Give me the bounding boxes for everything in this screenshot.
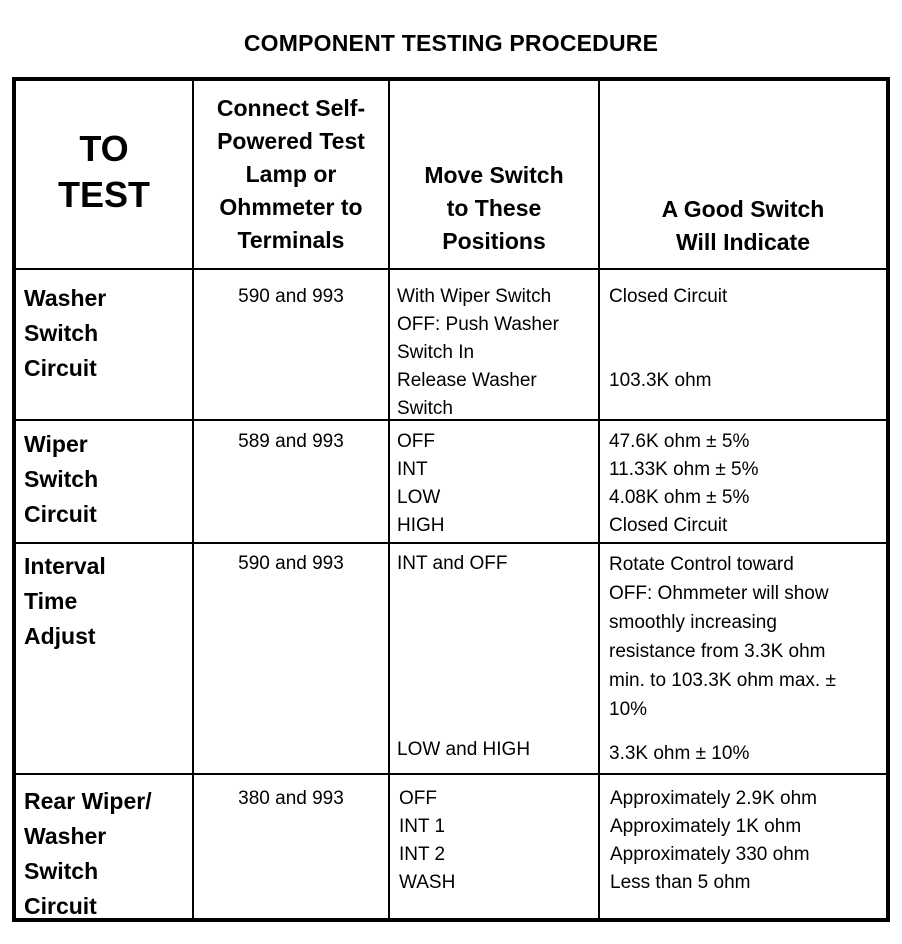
position-item: OFF	[399, 788, 437, 809]
row-washer-results-b	[609, 367, 711, 395]
result-item: min. to 103.3K ohm max. ±	[609, 670, 836, 691]
row-interval-results-a	[609, 550, 836, 724]
row-name-line: Washer	[24, 823, 107, 849]
result-item: resistance from 3.3K ohm	[609, 641, 826, 662]
row-washer-results-a	[609, 283, 727, 311]
position-item: INT and OFF	[397, 553, 508, 574]
row-rear-wiper-name	[24, 784, 152, 924]
row-washer-terminals: 590 and 993	[238, 286, 344, 307]
result-item: OFF: Ohmmeter will show	[609, 583, 829, 604]
position-item: INT 1	[399, 816, 446, 837]
row-name-line: Time	[24, 588, 78, 614]
row-wiper-results	[609, 428, 759, 540]
result-item: 11.33K ohm ± 5%	[609, 459, 759, 480]
table-border-top	[12, 77, 890, 81]
header-connect	[194, 92, 388, 257]
position-item: WASH	[399, 872, 456, 893]
row-wiper-positions	[397, 428, 445, 540]
result-item: Closed Circuit	[609, 286, 728, 307]
result-item: Rotate Control toward	[609, 554, 794, 575]
row-name-line: Switch	[24, 858, 99, 884]
row-wiper-terminals: 589 and 993	[238, 431, 344, 452]
row-name-line: Adjust	[24, 623, 96, 649]
position-item: LOW	[397, 487, 441, 508]
header-move-line: to These	[446, 195, 542, 221]
row-name-line: Washer	[24, 285, 107, 311]
result-item: 3.3K ohm ± 10%	[609, 743, 750, 764]
row-name-line: Interval	[24, 553, 106, 579]
header-to-test	[16, 126, 192, 218]
position-item: Switch In	[397, 342, 475, 363]
header-connect-line: Terminals	[237, 227, 345, 253]
header-to-test-line: TEST	[57, 174, 150, 215]
row-name-line: Circuit	[24, 355, 97, 381]
row-name-line: Circuit	[24, 501, 97, 527]
header-good-switch	[600, 193, 886, 259]
header-move-line: Positions	[442, 228, 546, 254]
result-item: 10%	[609, 699, 648, 720]
position-item: Release Washer	[397, 370, 537, 391]
row-name-line: Switch	[24, 320, 99, 346]
result-item: 47.6K ohm ± 5%	[609, 431, 750, 452]
result-item: Less than 5 ohm	[610, 872, 751, 893]
row-washer-positions-b	[397, 367, 537, 423]
row-divider-2	[14, 542, 888, 544]
header-move-switch	[390, 159, 598, 258]
row-name-line: Rear Wiper/	[24, 788, 152, 814]
row-wiper-name	[24, 427, 98, 532]
row-interval-positions-a	[397, 550, 508, 578]
position-item: OFF: Push Washer	[397, 314, 559, 335]
result-item: smoothly increasing	[609, 612, 777, 633]
position-item: With Wiper Switch	[397, 286, 552, 307]
row-interval-results-b	[609, 740, 749, 768]
header-move-line: Move Switch	[424, 162, 564, 188]
document-title: COMPONENT TESTING PROCEDURE	[243, 30, 659, 56]
result-item: Closed Circuit	[609, 515, 728, 536]
row-interval-positions-b	[397, 736, 530, 764]
row-rear-wiper-positions	[399, 785, 455, 897]
result-item: 103.3K ohm	[609, 370, 712, 391]
header-to-test-line: TO	[79, 128, 129, 169]
result-item: 4.08K ohm ± 5%	[609, 487, 750, 508]
header-connect-line: Powered Test	[217, 128, 365, 154]
row-name-line: Circuit	[24, 893, 97, 919]
position-item: HIGH	[397, 515, 445, 536]
position-item: INT	[397, 459, 428, 480]
row-washer-name	[24, 281, 106, 386]
row-divider-header	[14, 268, 888, 270]
position-item: OFF	[397, 431, 435, 452]
position-item: LOW and HIGH	[397, 739, 531, 760]
row-divider-3	[14, 773, 888, 775]
header-good-line: A Good Switch	[661, 196, 825, 222]
row-interval-terminals: 590 and 993	[238, 553, 344, 574]
result-item: Approximately 1K ohm	[610, 816, 802, 837]
header-connect-line: Ohmmeter to	[219, 194, 363, 220]
table-border-right	[886, 77, 890, 922]
position-item: Switch	[397, 398, 453, 419]
header-connect-line: Connect Self-	[216, 95, 366, 121]
header-good-line: Will Indicate	[676, 229, 810, 255]
row-washer-positions-a	[397, 283, 559, 367]
row-rear-wiper-results	[610, 785, 817, 897]
result-item: Approximately 330 ohm	[610, 844, 810, 865]
position-item: INT 2	[399, 844, 446, 865]
row-interval-name	[24, 549, 106, 654]
header-connect-line: Lamp or	[245, 161, 337, 187]
row-name-line: Switch	[24, 466, 99, 492]
row-name-line: Wiper	[24, 431, 88, 457]
result-item: Approximately 2.9K ohm	[610, 788, 817, 809]
row-rear-wiper-terminals: 380 and 993	[238, 788, 344, 809]
